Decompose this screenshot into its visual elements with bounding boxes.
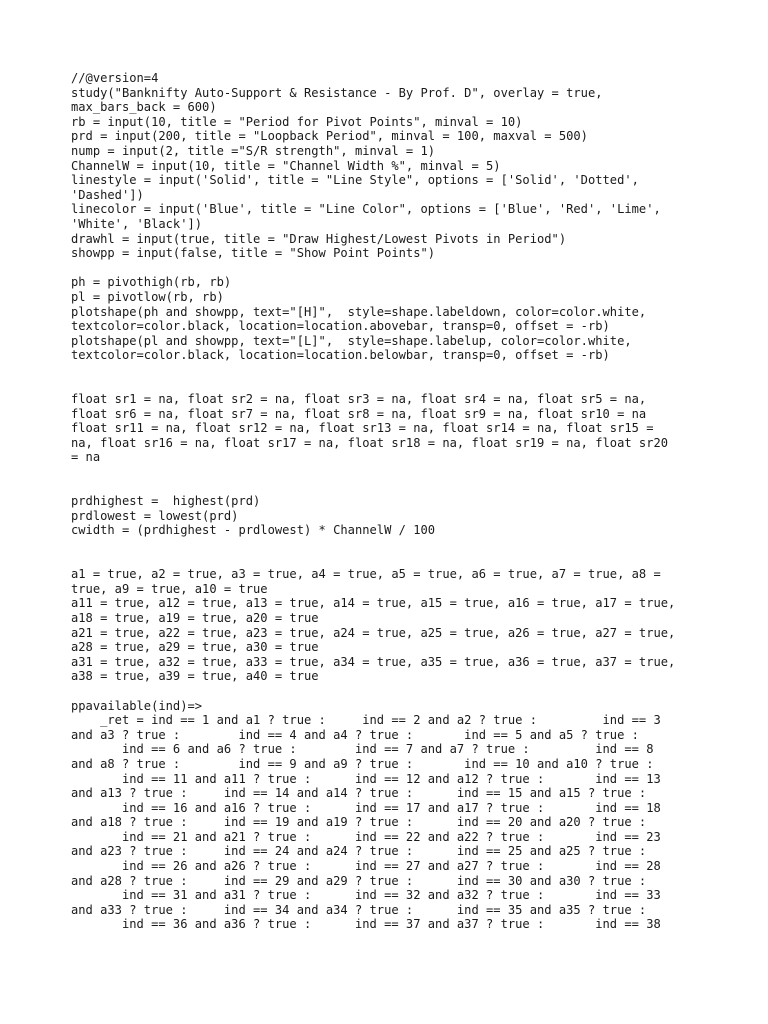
code-line: a18 = true, a19 = true, a20 = true [71, 610, 319, 625]
code-line: ind == 6 and a6 ? true : ind == 7 and a7 ? true : ind == 8 [71, 742, 654, 757]
code-line: plotshape(ph and showpp, text="[H]", style=shape.labeldown, color=color.white, [71, 304, 647, 319]
code-line: a38 = true, a39 = true, a40 = true [71, 669, 319, 684]
code-line: prdhighest = highest(prd) [71, 494, 261, 509]
code-line [71, 465, 711, 480]
code-line [71, 553, 711, 568]
code-line [71, 363, 711, 378]
code-line: study("Banknifty Auto-Support & Resistance - By Prof. D", overlay = true, [71, 85, 603, 100]
code-line: true, a9 = true, a10 = true [71, 581, 268, 596]
code-line: float sr11 = na, float sr12 = na, float sr13 = na, float sr14 = na, float sr15 = [71, 421, 654, 436]
code-line: textcolor=color.black, location=location.belowbar, transp=0, offset = -rb) [71, 348, 610, 363]
code-line: a21 = true, a22 = true, a23 = true, a24 = true, a25 = true, a26 = true, a27 = true, [71, 625, 676, 640]
code-line: and a3 ? true : ind == 4 and a4 ? true : ind == 5 and a5 ? true : [71, 727, 639, 742]
code-line [71, 261, 711, 276]
code-line: textcolor=color.black, location=location.abovebar, transp=0, offset = -rb) [71, 319, 610, 334]
code-line: prdlowest = lowest(prd) [71, 508, 239, 523]
code-line: 'Dashed']) [71, 187, 144, 202]
code-line: nump = input(2, title ="S/R strength", minval = 1) [71, 143, 436, 158]
code-line: prd = input(200, title = "Loopback Period", minval = 100, maxval = 500) [71, 129, 588, 144]
code-line [71, 480, 711, 495]
code-line: and a33 ? true : ind == 34 and a34 ? true : ind == 35 and a35 ? true : [71, 902, 647, 917]
document-page [71, 71, 711, 932]
code-line: and a28 ? true : ind == 29 and a29 ? true : ind == 30 and a30 ? true : [71, 873, 647, 888]
code-line: //@version=4 [71, 71, 159, 85]
code-line: ind == 31 and a31 ? true : ind == 32 and a32 ? true : ind == 33 [71, 888, 661, 903]
code-line: ind == 16 and a16 ? true : ind == 17 and a17 ? true : ind == 18 [71, 800, 661, 815]
code-line: a31 = true, a32 = true, a33 = true, a34 = true, a35 = true, a36 = true, a37 = true, [71, 654, 676, 669]
code-line: float sr1 = na, float sr2 = na, float sr3 = na, float sr4 = na, float sr5 = na, [71, 392, 647, 407]
code-line: rb = input(10, title = "Period for Pivot Points", minval = 10) [71, 114, 523, 129]
code-line: cwidth = (prdhighest - prdlowest) * ChannelW / 100 [71, 523, 436, 538]
code-line: and a23 ? true : ind == 24 and a24 ? true : ind == 25 and a25 ? true : [71, 844, 647, 859]
code-line: ph = pivothigh(rb, rb) [71, 275, 232, 290]
code-line: ind == 21 and a21 ? true : ind == 22 and a22 ? true : ind == 23 [71, 829, 661, 844]
code-line: a1 = true, a2 = true, a3 = true, a4 = true, a5 = true, a6 = true, a7 = true, a8 = [71, 567, 661, 582]
code-line: ChannelW = input(10, title = "Channel Width %", minval = 5) [71, 158, 501, 173]
code-line: plotshape(pl and showpp, text="[L]", style=shape.labelup, color=color.white, [71, 333, 632, 348]
code-line: _ret = ind == 1 and a1 ? true : ind == 2 and a2 ? true : ind == 3 [71, 713, 661, 728]
code-line: ind == 26 and a26 ? true : ind == 27 and a27 ? true : ind == 28 [71, 859, 661, 874]
code-line: and a18 ? true : ind == 19 and a19 ? true : ind == 20 and a20 ? true : [71, 815, 647, 830]
code-line: na, float sr16 = na, float sr17 = na, float sr18 = na, float sr19 = na, float sr20 [71, 435, 669, 450]
code-line: drawhl = input(true, title = "Draw Highest/Lowest Pivots in Period") [71, 231, 567, 246]
code-line [71, 377, 711, 392]
code-line: max_bars_back = 600) [71, 100, 217, 115]
code-line: float sr6 = na, float sr7 = na, float sr8 = na, float sr9 = na, float sr10 = na [71, 406, 647, 421]
code-line: and a13 ? true : ind == 14 and a14 ? true : ind == 15 and a15 ? true : [71, 786, 647, 801]
code-line: linecolor = input('Blue', title = "Line Color", options = ['Blue', 'Red', 'Lime', [71, 202, 661, 217]
code-line: ind == 36 and a36 ? true : ind == 37 and a37 ? true : ind == 38 [71, 917, 661, 932]
code-line: ind == 11 and a11 ? true : ind == 12 and a12 ? true : ind == 13 [71, 771, 661, 786]
code-listing [71, 71, 711, 932]
code-line: a28 = true, a29 = true, a30 = true [71, 640, 319, 655]
code-line: a11 = true, a12 = true, a13 = true, a14 = true, a15 = true, a16 = true, a17 = true, [71, 596, 676, 611]
code-line: showpp = input(false, title = "Show Point Points") [71, 246, 436, 261]
code-line: 'White', 'Black']) [71, 216, 203, 231]
code-line: pl = pivotlow(rb, rb) [71, 289, 224, 304]
code-line: = na [71, 450, 101, 465]
code-line [71, 538, 711, 553]
code-line [71, 684, 711, 699]
code-line: linestyle = input('Solid', title = "Line Style", options = ['Solid', 'Dotted', [71, 173, 639, 188]
code-line: ppavailable(ind)=> [71, 698, 203, 713]
code-line: and a8 ? true : ind == 9 and a9 ? true : ind == 10 and a10 ? true : [71, 756, 654, 771]
